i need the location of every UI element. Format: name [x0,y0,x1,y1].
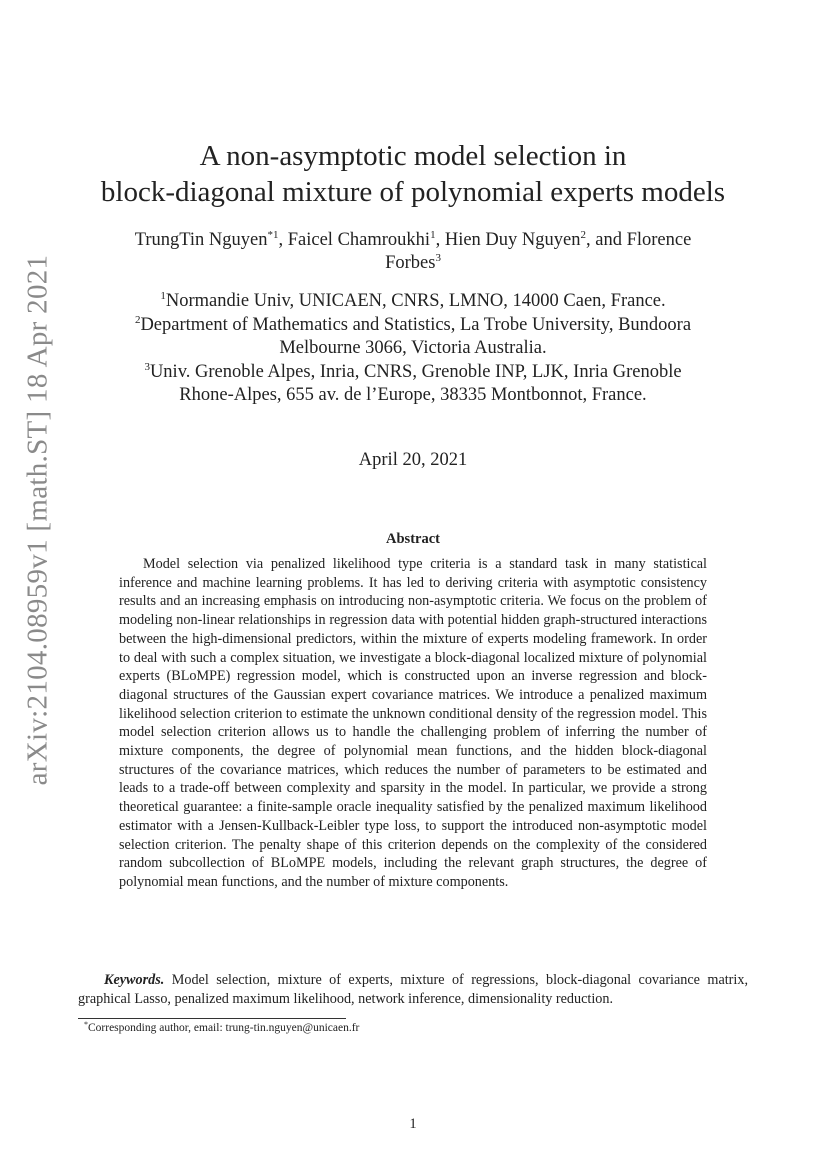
footnote-divider [78,1018,346,1019]
abstract-heading: Abstract [386,531,440,547]
page-number: 1 [409,1116,417,1132]
publication-date: April 20, 2021 [358,450,468,470]
affiliation-2-cont: Melbourne 3066, Victoria Australia. [279,338,547,358]
author-name: Faicel Chamroukhi [287,230,431,250]
author-mark: *1 [267,229,279,241]
footnote [84,1021,359,1035]
title-line-2: block-diagonal mixture of polynomial experts models [100,176,726,208]
author-line-2 [0,252,826,275]
author-mark: 3 [435,252,441,264]
author-line-1: TrungTin Nguyen$^{*1}$, Faicel Chamroukhi$^1$, Hien Duy Nguyen$^2$, and Florence [134,229,692,250]
title-line-1: A non-asymptotic model selection in [199,140,627,172]
footnote-text: Corresponding author, email: trung-tin.nguyen@unicaen.fr [88,1022,360,1034]
author-name: Forbes [385,253,436,273]
abstract-text: Model selection via penalized likelihood type criteria is a standard task in many statistical inference and machine learning problems. It has led to deriving criteria with asymptotic consistency results and an increasing emphasis on introducing non-asymptotic criteria. We focus on the problem of modeling non-linear relationships in regression data with potential hidden graph-structured interactions between the high-dimensional predictors, within the mixture of experts modeling framework. In order to deal with such a complex situation, we investigate a block-diagonal localized mixture of polynomial experts (BLoMPE) regression model, which is constructed upon an inverse regression and block-diagonal structures of the Gaussian expert covariance matrices. We introduce a penalized maximum likelihood selection criterion to estimate the unknown conditional density of the regression model. This model selection criterion allows us to handle the challenging problem of inferring the number of mixture components, the degree of polynomial mean functions, and the hidden block-diagonal structures of the covariance matrices, which reduces the number of parameters to be estimated and leads to a trade-off between complexity and sparsity in the model. In particular, we provide a strong theoretical guarantee: a finite-sample oracle inequality satisfied by the penalized maximum likelihood estimator with a Jensen-Kullback-Leibler type loss, to support the introduced non-asymptotic model selection criterion. The penalty shape of this criterion depends on the complexity of the considered random subcollection of BLoMPE models, including the relevant graph structures, the degree of polynomial mean functions, and the number of mixture components. [119,556,707,890]
footnote-mark: * [84,1020,88,1029]
keywords-label: Keywords. [104,972,165,988]
author-mark: 1 [430,229,436,241]
author-name: TrungTin Nguyen [134,230,268,250]
author-list [0,229,826,275]
paper-title [0,138,826,210]
keywords-text: Model selection, mixture of experts, mixture of regressions, block-diagonal covariance matrix, graphical Lasso, penalized maximum likelihood, network inference, dimensionality reduction. [78,972,748,1007]
affiliation-1: $^1$Normandie Univ, UNICAEN, CNRS, LMNO, 14000 Caen, France. [160,290,666,311]
affiliation-3-cont: Rhone-Alpes, 655 av. de l’Europe, 38335 Montbonnot, France. [179,385,647,405]
author-mark: 2 [580,229,586,241]
author-name: Hien Duy Nguyen [444,230,581,250]
affiliation-3: $^3$Univ. Grenoble Alpes, Inria, CNRS, Grenoble INP, LJK, Inria Grenoble [144,360,682,382]
arxiv-identifier-stamp: arXiv:2104.08959v1 [math.ST] 18 Apr 2021 [21,254,54,786]
keywords-paragraph [78,971,748,1009]
affiliation-list [0,290,826,408]
author-and-connector: , and Florence [585,230,692,250]
affiliation-2: $^2$Department of Mathematics and Statistics, La Trobe University, Bundoora [134,313,692,335]
